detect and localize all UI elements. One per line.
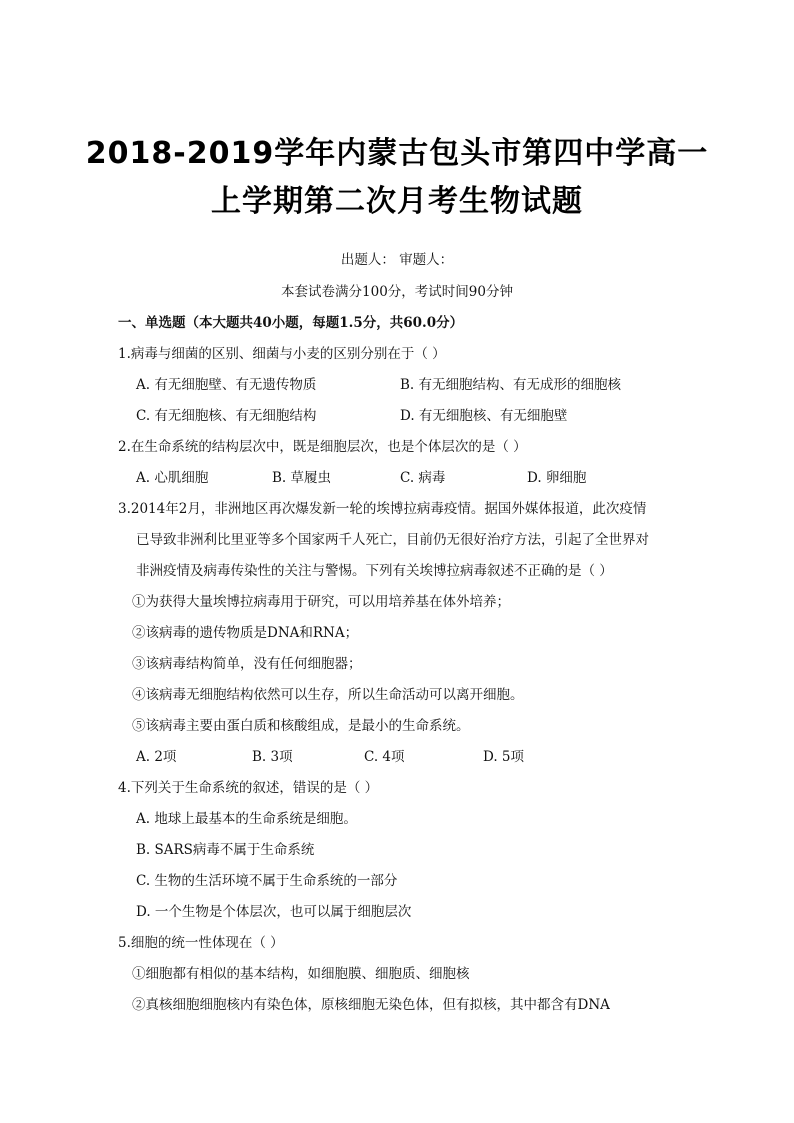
- question-3-stem-line-3: 非洲疫情及病毒传染性的关注与警惕。下列有关埃博拉病毒叙述不正确的是（ ）: [136, 563, 613, 579]
- question-5-stem: 5.细胞的统一性体现在（ ）: [118, 935, 284, 951]
- question-4-option-d: D. 一个生物是个体层次，也可以属于细胞层次: [136, 904, 412, 920]
- question-3-statement-3: ③该病毒结构简单，没有任何细胞器；: [132, 656, 362, 672]
- question-1-stem: 1.病毒与细菌的区别、细菌与小麦的区别分别在于（ ）: [118, 346, 446, 362]
- question-1-option-d: D. 有无细胞核、有无细胞壁: [400, 408, 568, 424]
- question-2-option-b: B. 草履虫: [272, 470, 332, 486]
- question-3-stem-line-1: 3.2014年2月，非洲地区再次爆发新一轮的埃博拉病毒疫情。据国外媒体报道，此次疫情: [118, 501, 647, 517]
- question-1-option-a: A. 有无细胞壁、有无遗传物质: [136, 377, 317, 393]
- question-1-option-b: B. 有无细胞结构、有无成形的细胞核: [400, 377, 622, 393]
- question-3-option-d: D. 5项: [483, 749, 525, 765]
- question-3-statement-5: ⑤该病毒主要由蛋白质和核酸组成，是最小的生命系统。: [132, 718, 470, 734]
- question-3-statement-1: ①为获得大量埃博拉病毒用于研究，可以用培养基在体外培养；: [132, 594, 510, 610]
- question-4-option-b: B. SARS病毒不属于生命系统: [136, 842, 315, 858]
- question-4-option-c: C. 生物的生活环境不属于生命系统的一部分: [136, 873, 398, 889]
- question-3-option-a: A. 2项: [136, 749, 177, 765]
- section-heading: 一、单选题（本大题共40小题，每题1.5分，共60.0分）: [118, 315, 464, 331]
- question-2-option-a: A. 心肌细胞: [136, 470, 209, 486]
- question-2-stem: 2.在生命系统的结构层次中，既是细胞层次，也是个体层次的是（ ）: [118, 439, 527, 455]
- question-3-statement-2: ②该病毒的遗传物质是DNA和RNA；: [132, 625, 359, 641]
- question-3-option-c: C. 4项: [364, 749, 405, 765]
- question-2-option-d: D. 卵细胞: [527, 470, 587, 486]
- question-2-option-c: C. 病毒: [400, 470, 446, 486]
- question-4-option-a: A. 地球上最基本的生命系统是细胞。: [136, 811, 357, 827]
- exam-info-line: 本套试卷满分100分，考试时间90分钟: [281, 284, 513, 300]
- question-1-option-c: C. 有无细胞核、有无细胞结构: [136, 408, 317, 424]
- question-5-statement-1: ①细胞都有相似的基本结构，如细胞膜、细胞质、细胞核: [132, 966, 470, 982]
- question-5-statement-2: ②真核细胞细胞核内有染色体，原核细胞无染色体，但有拟核，其中都含有DNA: [132, 997, 610, 1013]
- question-3-statement-4: ④该病毒无细胞结构依然可以生存，所以生命活动可以离开细胞。: [132, 687, 524, 703]
- authors-line: 出题人： 审题人：: [340, 252, 454, 268]
- question-4-stem: 4.下列关于生命系统的叙述，错误的是（ ）: [118, 780, 379, 796]
- question-3-option-b: B. 3项: [252, 749, 293, 765]
- document-title-line-1: 2018-2019学年内蒙古包头市第四中学高一: [85, 136, 709, 171]
- question-3-stem-line-2: 已导致非洲利比里亚等多个国家两千人死亡，目前仍无很好治疗方法，引起了全世界对: [136, 532, 649, 548]
- document-title-line-2: 上学期第二次月考生物试题: [211, 184, 583, 219]
